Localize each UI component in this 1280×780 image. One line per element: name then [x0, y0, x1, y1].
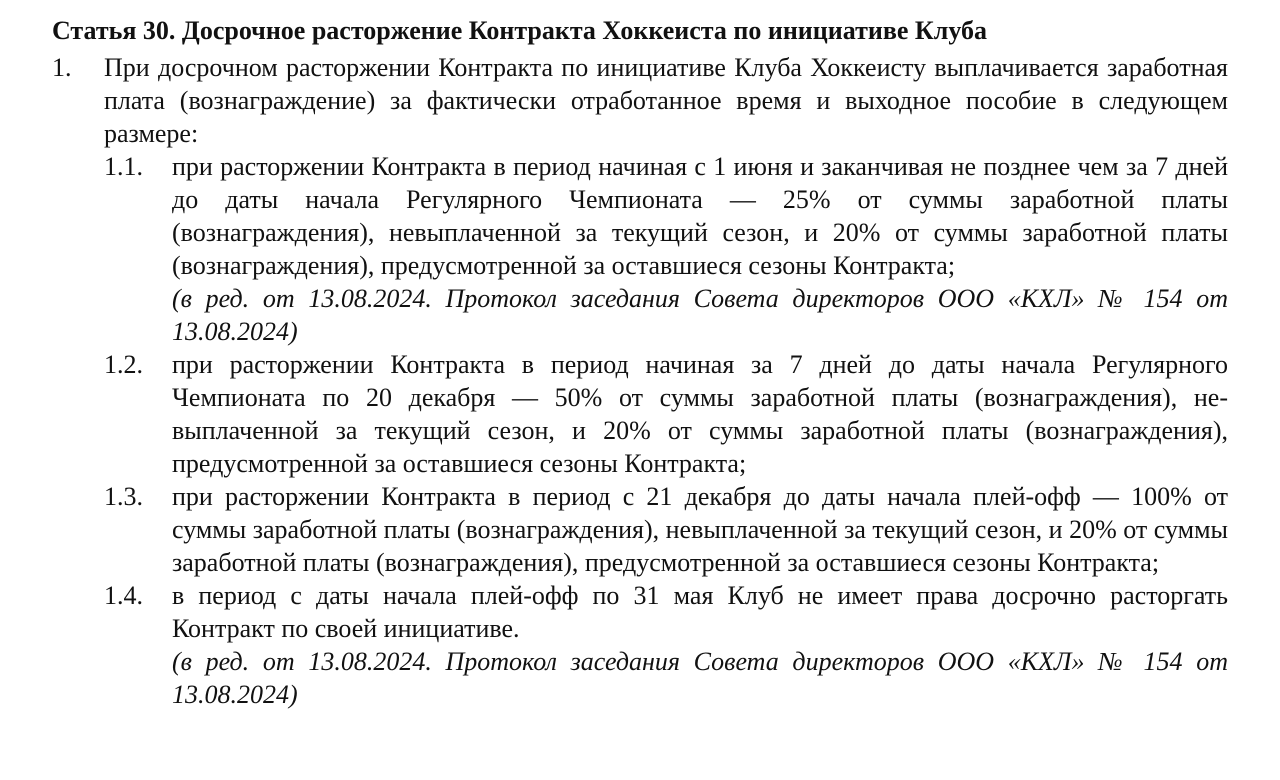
subclause-text: при расторжении Контракта в период начиная с 1 июня и заканчивая не позднее чем за 7 дней до даты начала Регулярного Чемпионата — 25% от суммы заработной платы (вознаграждения), невыплаченной за текущий сезон, и 20% от суммы заработной платы (вознаграждения), предусмотренной за оставшиеся сезоны Контракта;: [172, 152, 1228, 280]
clause-1: [52, 51, 1228, 711]
clause-number: 1.: [52, 53, 72, 82]
subclause-number: 1.4.: [104, 581, 143, 610]
subclause-text: при расторжении Контракта в период с 21 декабря до даты начала плей-офф — 100% от суммы заработной платы (вознаграждения), невыплаченной за текущий сезон, и 20% от суммы заработной платы (вознаграждения), предусмотренной за оставшиеся сезоны Контракта;: [172, 482, 1228, 577]
article-title: Статья 30. Досрочное расторжение Контракта Хоккеиста по инициативе Клуба: [52, 16, 988, 45]
subclause-1-2: [104, 348, 1228, 480]
subclause-1-3: [104, 480, 1228, 579]
subclause-number: 1.3.: [104, 482, 143, 511]
clause-text: При досрочном расторжении Контракта по инициативе Клуба Хоккеисту выплачивается заработная плата (вознаграждение) за фактически отработанное время и выходное пособие в следующем размере:: [104, 53, 1228, 148]
subclause-1-1: [104, 150, 1228, 348]
subclause-text: при расторжении Контракта в период начиная за 7 дней до даты начала Регулярного Чемпионата по 20 декабря — 50% от суммы заработной платы (вознаграждения), невыплаченной за текущий сезон, и 20% от суммы заработной платы (вознаграждения), предусмотренной за оставшиеся сезоны Контракта;: [172, 350, 1228, 478]
subclause-number: 1.1.: [104, 152, 143, 181]
amendment-note: (в ред. от 13.08.2024. Протокол заседания Совета директоров ООО «КХЛ» № 154 от 13.08.2024): [172, 647, 1228, 709]
subclause-text: в период с даты начала плей-офф по 31 мая Клуб не имеет права досрочно расторгать Контракт по своей инициативе.: [172, 581, 1228, 643]
subclause-number: 1.2.: [104, 350, 143, 379]
subclause-1-4: [104, 579, 1228, 711]
amendment-note: (в ред. от 13.08.2024. Протокол заседания Совета директоров ООО «КХЛ» № 154 от 13.08.2024): [172, 284, 1228, 346]
